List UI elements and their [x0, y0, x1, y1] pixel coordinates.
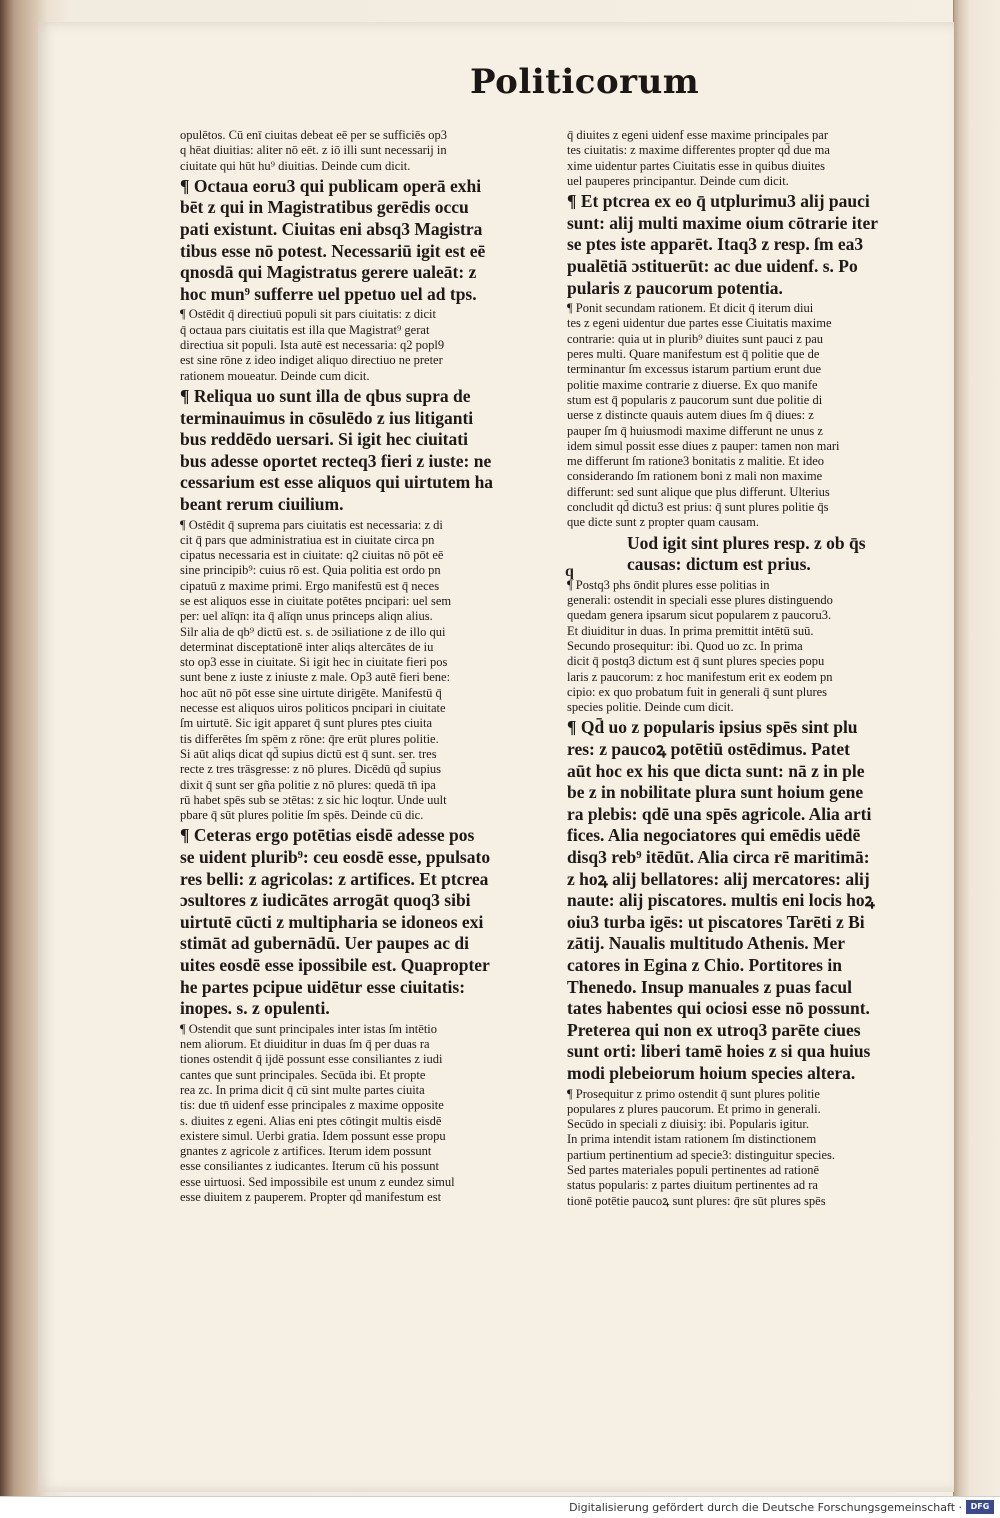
text-line: sunt bene z iuste z iniuste z male. Op3 autē fieri bene:	[180, 670, 451, 685]
text-line: que dicte sunt z propter quam causam.	[567, 515, 759, 530]
text-line: ¶ Ceteras ergo potētias eisdē adesse pos	[180, 825, 475, 846]
text-line: hoc aūt nō pōt esse sine uirtute dirigēte. Manifestū q̄	[180, 685, 442, 700]
text-block	[180, 307, 550, 383]
text-line: ¶ Ponit secundam rationem. Et dicit q̄ iterum diui	[567, 301, 814, 316]
footer-bar	[0, 1496, 1000, 1518]
text-line: Thenedo. Insup manuales z puas facul	[567, 976, 852, 997]
text-line: stum est q̄ popularis z paucorum sunt due politie di	[567, 392, 823, 407]
text-line: s. diuites z egeni. Alias eni ptes cōtingit multis eisdē	[180, 1113, 442, 1128]
text-line: quedam genera ipsarum sicut popularem z paucoru3.	[567, 608, 832, 623]
text-line: stimāt ad gubernādū. Uer paupes ac di	[180, 933, 469, 954]
text-line: gnantes z agricole z artifices. Iterum idem possunt	[180, 1144, 432, 1159]
text-line: Si aūt aliqs dicat qd̄ supius dictū est q̄ sunt. ser. tres	[180, 746, 437, 761]
dfg-logo: DFG	[966, 1500, 994, 1514]
text-line: uites eosdē esse ipossibile est. Quapropter	[180, 955, 490, 975]
text-line: tes z egeni uidentur due partes esse Ciuitatis maxime	[567, 316, 832, 331]
text-line: pularis z paucorum potentia.	[567, 277, 783, 298]
text-line: Uod igit sint plures resp. z ob q̄s	[627, 532, 866, 553]
text-line: rū habet spēs sub se ɔtētas: z sic hic loqtur. Unde uult	[180, 792, 447, 807]
text-line: q̄ octaua pars ciuitatis est illa que Magistrat⁹ gerat	[180, 322, 430, 337]
text-line: Silr alia de qb⁹ dictū est. s. de ɔsiliatione z de illo qui	[180, 624, 446, 639]
text-line: generali: ostendit in speciali esse plures distinguendo	[567, 593, 833, 608]
text-line: oiu3 turba igēs: ut piscatores Tarēti z Bi	[567, 911, 865, 932]
text-line: nem aliorum. Et diuiditur in duas ſm q̄ per duas ra	[180, 1037, 430, 1052]
footer-credit: Digitalisierung gefördert durch die Deutsche Forschungsgemeinschaft ·	[569, 1501, 962, 1514]
text-line: ¶ Octaua eoru3 qui publicam operā exhi	[180, 175, 482, 196]
text-line: sto op3 esse in ciuitate. Si igit hec in ciuitate fieri pos	[180, 655, 448, 670]
left-text-column	[180, 128, 550, 1218]
text-line: populares z plures paucorum. Et primo in generali.	[567, 1101, 821, 1116]
text-line: est sine rōne z ideo indiget aliquo directiuo ne preter	[180, 353, 443, 368]
text-line: esse consiliantes z iudicantes. Iterum cū his possunt	[180, 1159, 439, 1174]
text-line: tiones ostendit q̄ ijdē possunt esse consiliantes z iudi	[180, 1052, 443, 1067]
text-line: ¶ Reliqua uo sunt illa de qbus supra de	[180, 385, 471, 406]
text-block	[180, 825, 550, 1019]
text-line: species politie. Deinde cum dicit.	[567, 700, 734, 715]
text-line: ¶ Qd̄ uo z popularis ipsius spēs sint plu	[567, 717, 858, 738]
text-line: fices. Alia negociatores qui emēdis uēdē	[567, 825, 861, 846]
text-line: uel pauperes principantur. Deinde cum dicit.	[567, 173, 789, 188]
text-line: terminauimus in cōsulēdo z ius litiganti	[180, 407, 474, 428]
text-line: qnosdā qui Magistratus gerere ualeāt: z	[180, 262, 477, 283]
text-line: cipatus necessaria est in ciuitate: q2 ciuitas nō pōt eē	[180, 548, 444, 563]
text-line: dixit q̄ sunt ser gña politie z nō plures: quedā tn̄ ipa	[180, 777, 436, 792]
text-line: politie maxime contrarie z diuerse. Ex quo manife	[567, 377, 818, 392]
text-line: dicit q̄ postq3 dictum est q̄ sunt plures species popu	[567, 654, 825, 669]
text-line: tionē potētie paucoꝝ sunt plures: q̄re sūt plures spēs	[567, 1193, 826, 1208]
text-block	[180, 518, 550, 824]
text-line: partium pertinentium ad specie3: distinguitur species.	[567, 1147, 835, 1162]
text-line: existere simul. Uerbi gratia. Idem possunt esse propu	[180, 1128, 446, 1143]
text-line: contrarie: quia ut in plurib⁹ diuites sunt pauci z pau	[567, 331, 824, 346]
text-line: considerando ſm rationem boni z mali non maxime	[567, 469, 823, 484]
text-line: tates habentes qui ociosi esse nō possunt.	[567, 998, 870, 1019]
text-block	[180, 176, 550, 306]
text-line: ¶ Postq3 phs ōndit plures esse politias in	[567, 577, 770, 592]
right-text-column	[567, 128, 917, 1218]
text-line: sine principib⁹: cuius rō est. Quia politia est ordo pn	[180, 563, 441, 578]
text-line: cipatuū z maxime primi. Ergo manifestū est q̄ neces	[180, 578, 440, 593]
text-line: zātij. Naualis multitudo Athenis. Mer	[567, 933, 846, 954]
text-line: rationem moueatur. Deinde cum dicit.	[180, 368, 370, 383]
text-block	[180, 1022, 550, 1206]
text-block	[567, 128, 917, 189]
text-line: per: uel alīqn: ita q̄ alīqn unus princeps aliqn alius.	[180, 609, 433, 624]
text-line: ſm uirtutē. Sic igit apparet q̄ sunt plures ptes ciuita	[180, 716, 433, 731]
running-title: Politicorum	[470, 62, 700, 102]
text-line: peres multi. Quare manifestum est q̄ politie que de	[567, 347, 820, 362]
text-line: ¶ Ostēdit q̄ directiuū populi sit pars ciuitatis: z dicit	[180, 307, 436, 322]
text-line: he partes pcipue uidētur esse ciuitatis:	[180, 976, 466, 997]
text-line: differunt: sed sunt alique que plus differunt. Ulterius	[567, 484, 830, 499]
text-block	[180, 128, 550, 174]
text-line: z hoꝝ alij bellatores: alij mercatores: alij	[567, 868, 870, 889]
text-line: tis differētes ſm spēm z rōne: q̄re erūt plures politie.	[180, 731, 439, 746]
text-line: se ptes iste apparēt. Itaq3 z resp. ſm ea3	[567, 234, 864, 255]
text-line: res: z paucoꝝ potētiū ostēdimus. Patet	[567, 739, 850, 760]
text-line: cit q̄ pars que administratiua est in ciuitate circa pn	[180, 532, 435, 547]
text-line: beant rerum ciuilium.	[180, 493, 344, 514]
text-line: tibus esse nō potest. Necessariū igit est eē	[180, 240, 486, 261]
text-line: Preterea qui non ex utroq3 parēte ciues	[567, 1019, 861, 1040]
text-block	[567, 1087, 917, 1209]
text-line: ¶ Prosequitur z primo ostendit q̄ sunt plures politie	[567, 1086, 820, 1101]
text-line: directiua sit populi. Ista autē est necessaria: q2 popl9	[180, 338, 445, 353]
text-line: modi plebeiorum hoium species altera.	[567, 1062, 856, 1083]
text-line: cantes que sunt principales. Secūda ibi. Et propte	[180, 1067, 426, 1082]
text-line: uirtutē cūcti z multipharia se idoneos exi	[180, 911, 484, 932]
text-line: q̄ diuites z egeni uidenf esse maxime principales par	[567, 128, 829, 142]
text-line: pualētiā ɔstituerūt: ac due uidenf. s. Po	[567, 255, 858, 276]
text-line: disq3 reb⁹ itēdūt. Alia circa rē maritimā:	[567, 847, 870, 868]
text-line: tis: due tn̄ uidenf esse principales z maxime opposite	[180, 1098, 444, 1113]
text-line: recte z tres trāsgresse: z nō plures. Dicēdū qd̄ supius	[180, 762, 442, 777]
text-line: uerse z distincte quauis autem diues ſm q̄ diues: z	[567, 408, 814, 423]
text-line: status popularis: z partes diuitum pertinentes ad ra	[567, 1178, 818, 1193]
text-line: tes ciuitatis: z maxime differentes propter qd̄ due ma	[567, 143, 830, 158]
text-line: inopes. s. z opulenti.	[180, 998, 330, 1019]
text-line: Secundo prosequitur: ibi. Quod uo zc. In prima	[567, 638, 803, 653]
text-line: necesse est aliquos uiros politicos pncipari in ciuitate	[180, 701, 446, 716]
text-block	[180, 386, 550, 516]
text-line: cipio: ex quo probatum fuit in generali q̄ sunt plures	[567, 684, 828, 699]
text-line: esse uirtuosi. Sed impossibile est unum z eundez simul	[180, 1174, 455, 1189]
text-block	[567, 301, 917, 530]
text-line: me differunt ſm ratione3 bonitatis z malitie. Et ideo	[567, 454, 824, 469]
text-line: laris z paucorum: z hoc manifestum erit ex eodem pn	[567, 669, 833, 684]
text-line: Sed partes materiales populi pertinentes ad rationē	[567, 1163, 819, 1178]
text-line: hoc mun⁹ sufferre uel ppetuo uel ad tps.	[180, 283, 477, 304]
text-line: determinat disceptationē inter aliqs altercātes de iu	[180, 639, 434, 654]
text-line: bus reddēdo uersari. Si igit hec ciuitati	[180, 429, 468, 450]
text-line: Secūdo in speciali z diuisiʒ: ibi. Popularis igitur.	[567, 1117, 809, 1132]
text-block	[567, 578, 917, 716]
text-line: Et diuiditur in duas. In prima premittit intētū suū.	[567, 623, 814, 638]
text-line: concludit qd̄ dictu3 est prius: q̄ sunt plures politie q̄s	[567, 500, 829, 515]
text-line: bēt z qui in Magistratibus gerēdis occu	[180, 197, 469, 218]
text-line: ¶ Ostendit que sunt principales inter istas ſm intētio	[180, 1021, 438, 1036]
text-line: res belli: z agricolas: z artifices. Et ptcrea	[180, 868, 489, 889]
text-line: se uident plurib⁹: ceu eosdē esse, ppulsato	[180, 847, 491, 868]
text-line: naute: alij piscatores. multis eni locis hoꝝ	[567, 890, 875, 911]
text-line: xime uidentur partes Ciuitatis esse in quibus diuites	[567, 158, 825, 173]
facing-page-edge	[953, 0, 1000, 1496]
text-line: catores in Egina z Chio. Portitores in	[567, 955, 842, 975]
text-line: cessarium est esse aliquos qui uirtutem ha	[180, 472, 494, 493]
text-block	[567, 717, 917, 1084]
text-line: se est aliquos esse in ciuitate potētes pncipari: uel sem	[180, 593, 452, 608]
text-line: sunt orti: liberi tamē hoies z si qua huius	[567, 1041, 871, 1062]
text-line: causas: dictum est prius.	[627, 554, 811, 575]
text-line: ¶ Et ptcrea ex eo q̄ utplurimu3 alij pauci	[567, 191, 870, 212]
text-line: pati existunt. Ciuitas eni absq3 Magistra	[180, 219, 483, 240]
text-line: bus adesse oportet recteq3 fieri z iuste: ne	[180, 450, 492, 471]
text-line: ɔsultores z iudicātes arrogāt quoq3 sibi	[180, 890, 471, 911]
text-line: q hēat diuitias: aliter nō eēt. z iō illi sunt necessarij in	[180, 143, 447, 158]
text-line: ciuitate qui hūt hu⁹ diuitias. Deinde cum dicit.	[180, 158, 411, 173]
text-line: aūt hoc ex his que dicta sunt: nā z in ple	[567, 760, 865, 781]
text-line: terminantur ſm excessus istarum partium erunt due	[567, 362, 822, 377]
text-line: esse diuitem z pauperem. Propter qd̄ manifestum est	[180, 1190, 442, 1205]
text-line: ra plebis: qdē una spēs agricole. Alia arti	[567, 803, 872, 824]
text-line: pbare q̄ sūt plures politie ſm spēs. Deinde cū dic.	[180, 808, 424, 823]
text-line: opulētos. Cū enī ciuitas debeat eē per se sufficiēs op3	[180, 128, 448, 142]
margin-letter: q	[565, 563, 574, 580]
text-line: ¶ Ostēdit q̄ suprema pars ciuitatis est necessaria: z di	[180, 517, 443, 532]
text-line: be z in nobilitate plura sunt hoium gene	[567, 782, 864, 803]
text-line: In prima intendit istam rationem ſm distinctionem	[567, 1132, 817, 1147]
text-block	[567, 533, 917, 576]
text-line: idem simul possit esse diues z pauper: tamen non mari	[567, 438, 840, 453]
text-line: rea zc. In prima dicit q̄ cū sint multe partes ciuita	[180, 1082, 425, 1097]
text-block	[567, 191, 917, 299]
text-line: sunt: alij multi maxime oium cōtrarie iter	[567, 212, 879, 233]
text-line: pauper ſm q̄ huiusmodi maxime differunt ne unus z	[567, 423, 823, 438]
